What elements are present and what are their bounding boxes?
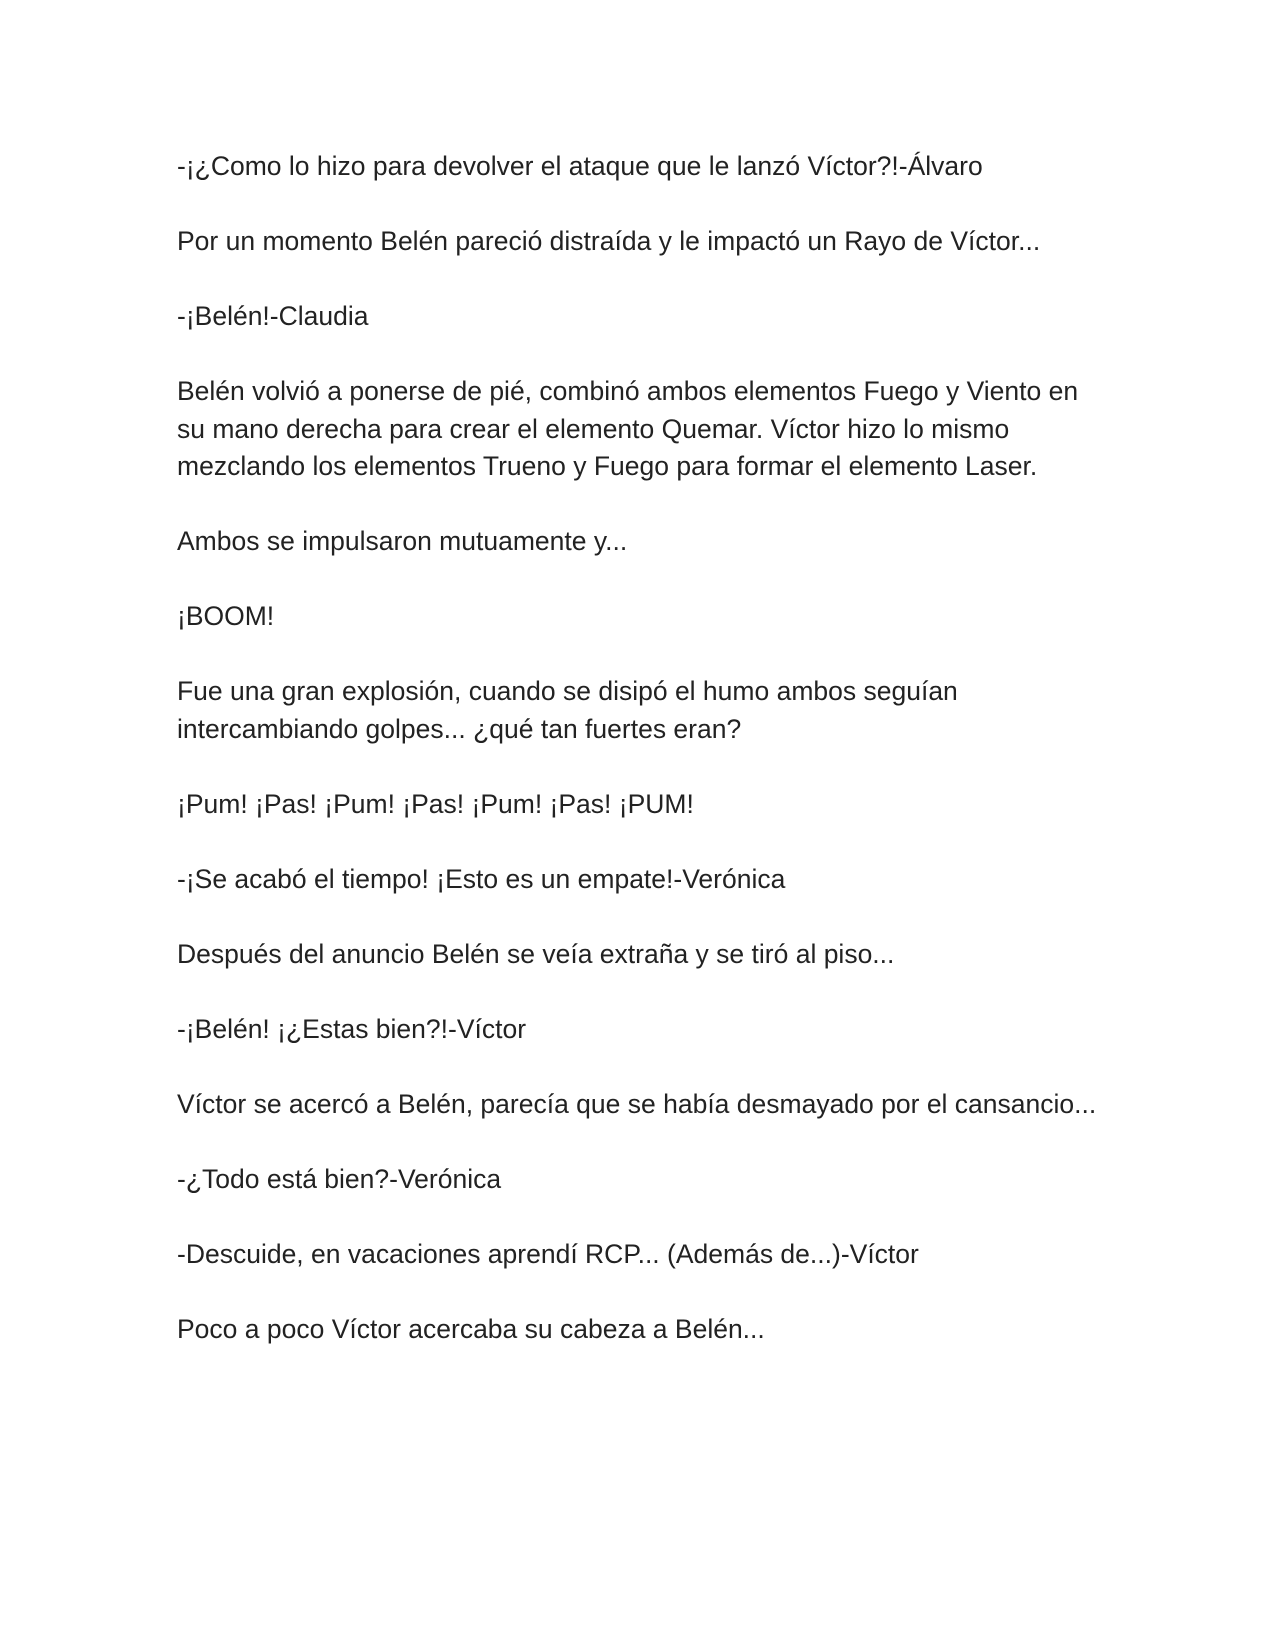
paragraph-narration: Víctor se acercó a Belén, parecía que se había desmayado por el cansancio... xyxy=(177,1088,1097,1119)
paragraph-narration: Por un momento Belén pareció distraída y le impactó un Rayo de Víctor... xyxy=(177,226,1041,256)
paragraph-dialogue-victor: -¡Belén! ¡¿Estas bien?!-Víctor xyxy=(177,1013,527,1044)
document-body xyxy=(177,148,1107,1386)
paragraph-narration: Belén volvió a ponerse de pié, combinó ambos elementos Fuego y Viento en su mano derecha para crear el elemento Quemar. Víctor hizo lo mismo mezclando los elementos Trueno y Fuego para formar el elemento Laser. xyxy=(177,376,1079,481)
paragraph-narration: Ambos se impulsaron mutuamente y... xyxy=(177,526,628,556)
paragraph-dialogue-alvaro: -¡¿Como lo hizo para devolver el ataque que le lanzó Víctor?!-Álvaro xyxy=(177,151,983,181)
paragraph-dialogue-claudia: -¡Belén!-Claudia xyxy=(177,301,369,331)
paragraph-narration: Poco a poco Víctor acercaba su cabeza a Belén... xyxy=(177,1313,765,1344)
paragraph-sound-effect: ¡BOOM! xyxy=(177,601,275,631)
paragraph-narration: Después del anuncio Belén se veía extraña y se tiró al piso... xyxy=(177,938,895,969)
paragraph-dialogue-veronica: -¡Se acabó el tiempo! ¡Esto es un empate!-Verónica xyxy=(177,863,786,894)
paragraph-dialogue-veronica: -¿Todo está bien?-Verónica xyxy=(177,1163,502,1194)
paragraph-dialogue-victor: -Descuide, en vacaciones aprendí RCP... (Además de...)-Víctor xyxy=(177,1238,919,1269)
paragraph-narration: Fue una gran explosión, cuando se disipó el humo ambos seguían intercambiando golpes... ¿qué tan fuertes eran? xyxy=(177,676,958,744)
paragraph-sound-effect: ¡Pum! ¡Pas! ¡Pum! ¡Pas! ¡Pum! ¡Pas! ¡PUM! xyxy=(177,788,694,819)
